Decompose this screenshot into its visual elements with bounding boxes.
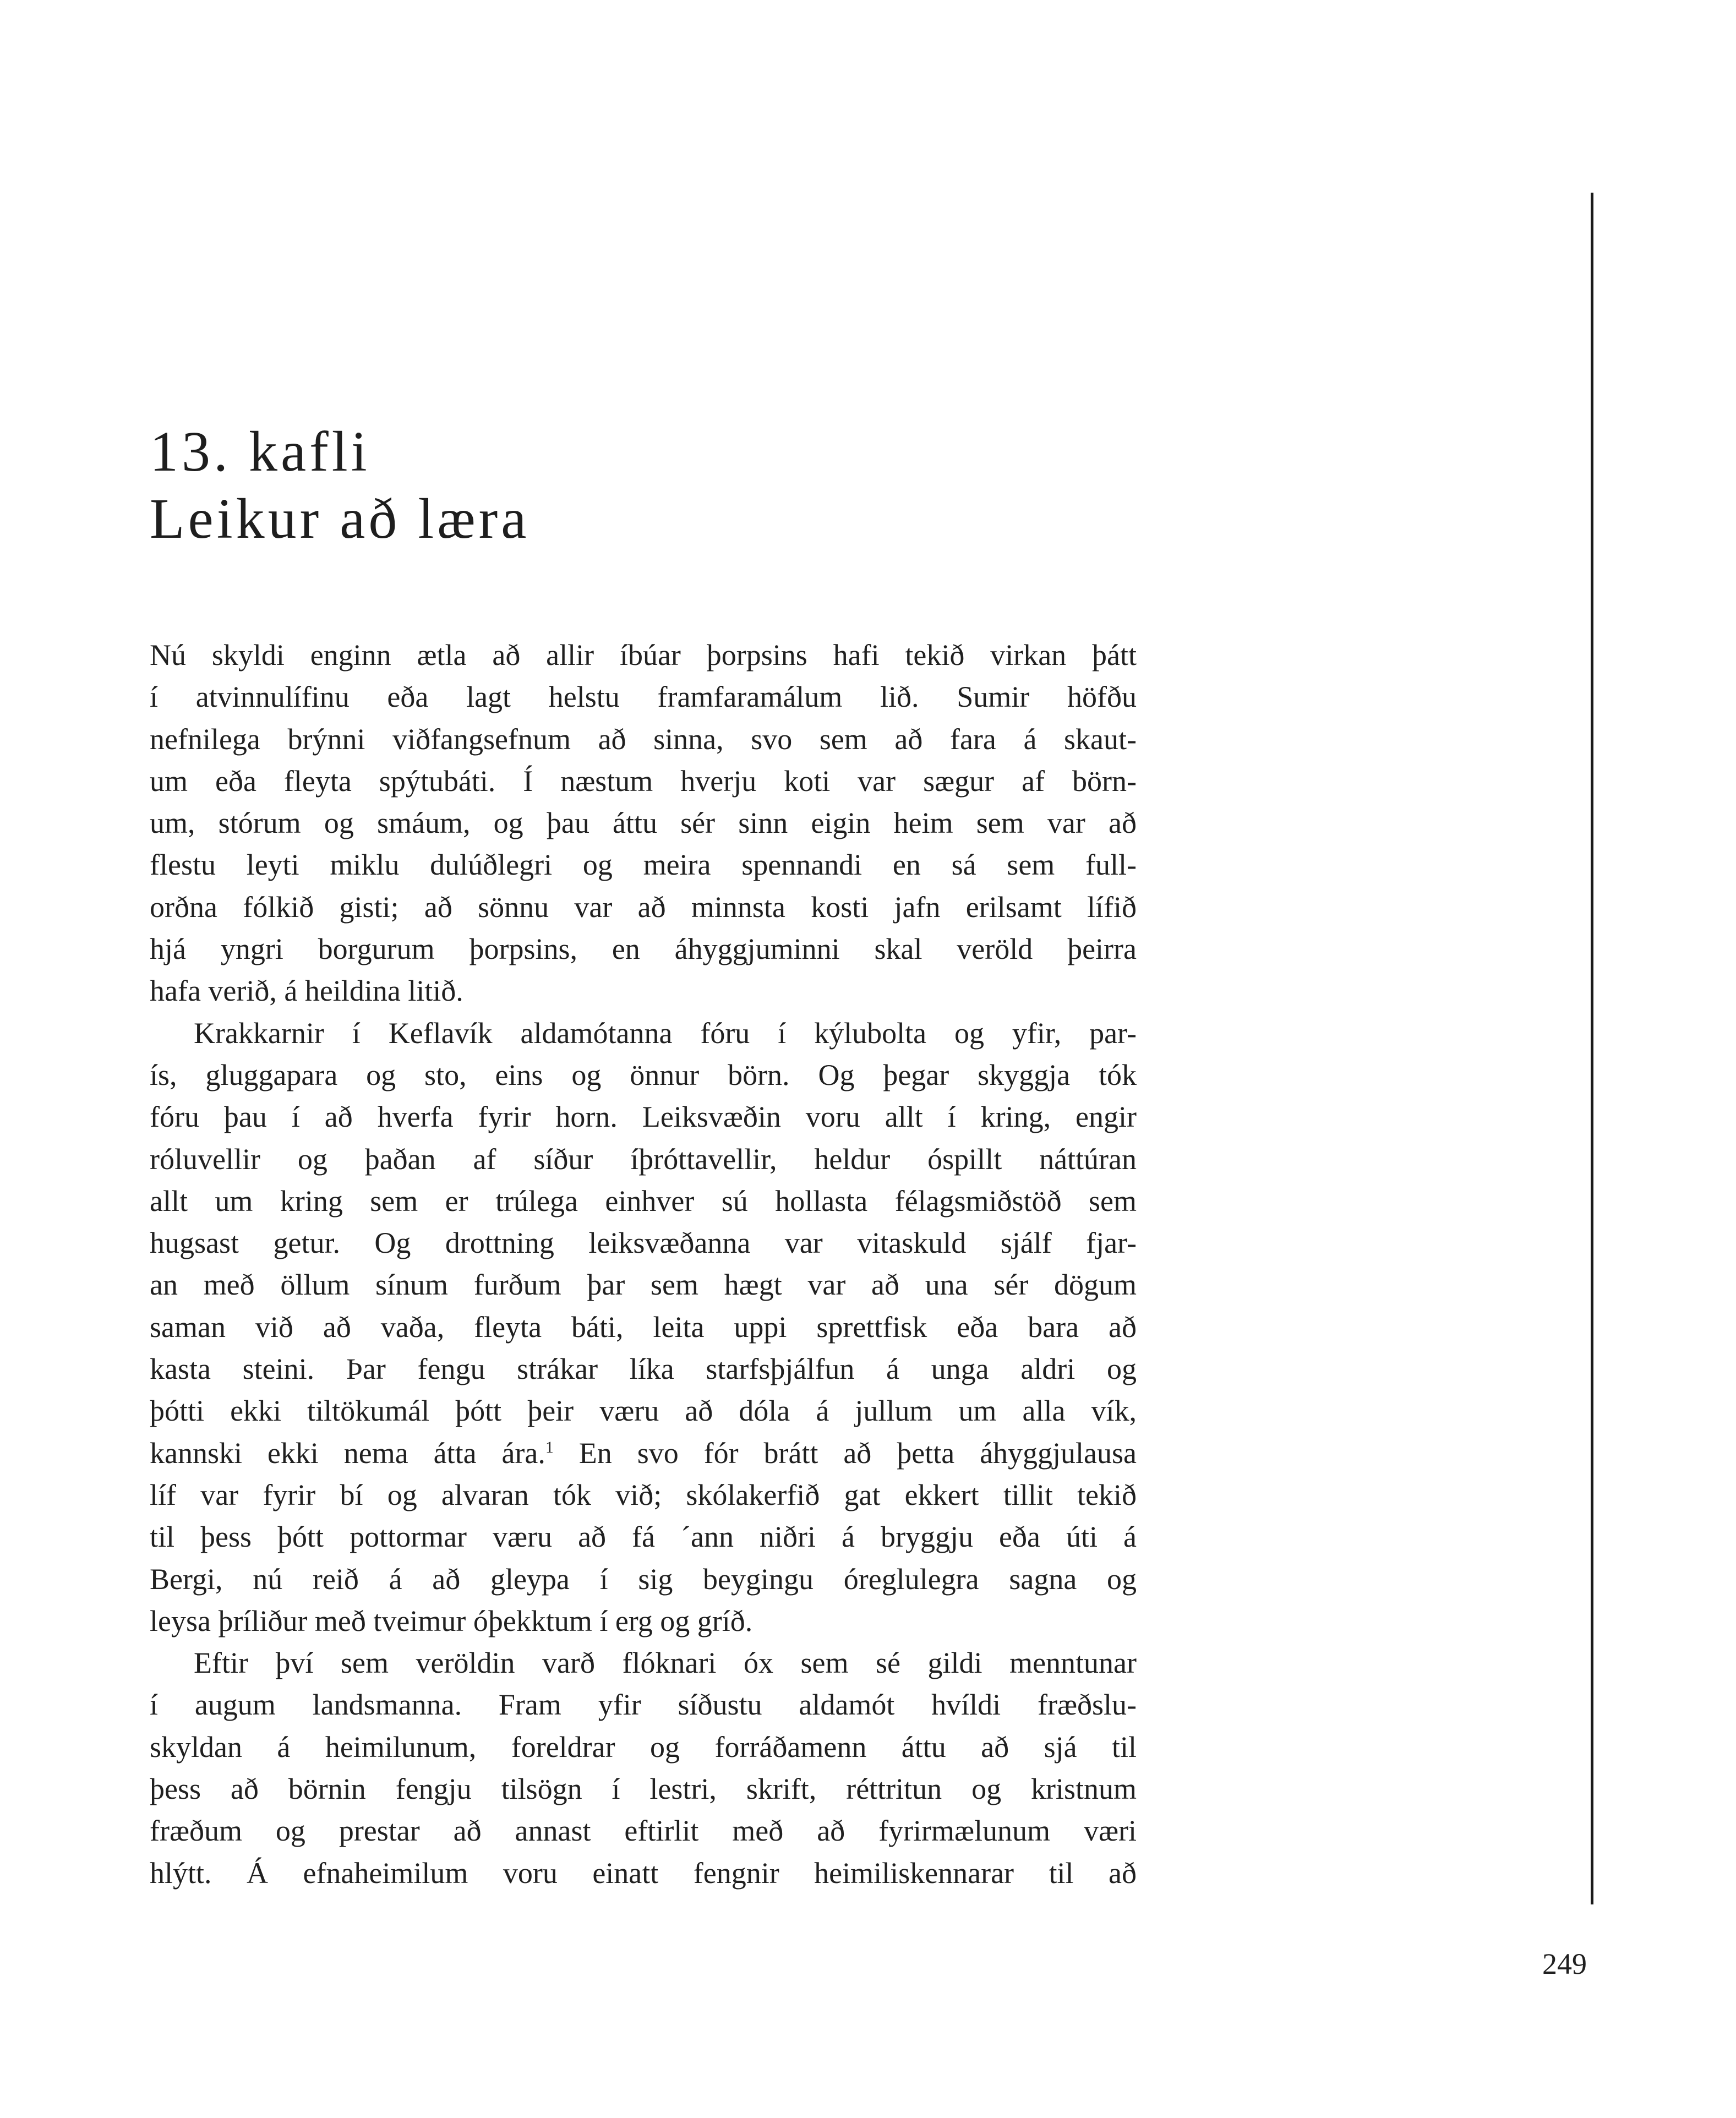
- text-line: an með öllum sínum furðum þar sem hægt var að una sér dögum: [150, 1268, 1137, 1302]
- paragraph-1: [150, 634, 1137, 1012]
- text-line: saman við að vaða, fleyta báti, leita uppi sprettfisk eða bara að: [150, 1310, 1137, 1344]
- text-line: um, stórum og smáum, og þau áttu sér sinn eigin heim sem var að: [150, 806, 1137, 840]
- text-line: ís, gluggapara og sto, eins og önnur börn. Og þegar skyggja tók: [150, 1058, 1137, 1091]
- text-line: flestu leyti miklu dulúðlegri og meira spennandi en sá sem full-: [150, 848, 1137, 882]
- chapter-heading: [150, 418, 529, 553]
- paragraph-3: [150, 1642, 1137, 1894]
- text-line: hugsast getur. Og drottning leiksvæðanna var vitaskuld sjálf fjar-: [150, 1226, 1137, 1260]
- text-line: allt um kring sem er trúlega einhver sú hollasta félagsmiðstöð sem: [150, 1184, 1137, 1218]
- text-line: leysa þríliður með tveimur óþekktum í erg og gríð.: [150, 1604, 753, 1637]
- text-line: Krakkarnir í Keflavík aldamótanna fóru í kýlubolta og yfir, par-: [194, 1016, 1137, 1050]
- chapter-title: Leikur að læra: [150, 487, 530, 550]
- text-line: hlýtt. Á efnaheimilum voru einatt fengnir heimiliskennarar til að: [150, 1856, 1137, 1890]
- text-line: Eftir því sem veröldin varð flóknari óx sem sé gildi menntunar: [194, 1646, 1137, 1680]
- text-line: fóru þau í að hverfa fyrir horn. Leiksvæðin voru allt í kring, engir: [150, 1100, 1137, 1134]
- body-text: [150, 634, 1137, 1894]
- text-line: hafa verið, á heildina litið.: [150, 974, 463, 1008]
- text-line: orðna fólkið gisti; að sönnu var að minnsta kosti jafn erilsamt lífið: [150, 890, 1137, 924]
- text-line-with-footnote: [150, 1432, 1137, 1474]
- text-line: kasta steini. Þar fengu strákar líka starfsþjálfun á unga aldri og: [150, 1352, 1137, 1386]
- text-line: hjá yngri borgurum þorpsins, en áhyggjuminni skal veröld þeirra: [150, 932, 1137, 966]
- text-line: nefnilega brýnni viðfangsefnum að sinna, svo sem að fara á skaut-: [150, 722, 1137, 756]
- text-line: til þess þótt pottormar væru að fá ´ann niðri á bryggju eða úti á: [150, 1520, 1137, 1554]
- page-number: 249: [1542, 1947, 1587, 1980]
- text-line: skyldan á heimilunum, foreldrar og forráðamenn áttu að sjá til: [150, 1730, 1137, 1764]
- text-segment: kannski ekki nema átta ára.: [150, 1436, 545, 1470]
- text-line: fræðum og prestar að annast eftirlit með að fyrirmælunum væri: [150, 1814, 1137, 1848]
- text-line: um eða fleyta spýtubáti. Í næstum hverju koti var sægur af börn-: [150, 764, 1137, 798]
- text-segment: En svo fór brátt að þetta áhyggjulausa: [553, 1436, 1137, 1470]
- paragraph-2: [150, 1012, 1137, 1642]
- text-line: í atvinnulífinu eða lagt helstu framfaramálum lið. Sumir höfðu: [150, 680, 1137, 714]
- text-line: Nú skyldi enginn ætla að allir íbúar þorpsins hafi tekið virkan þátt: [150, 638, 1137, 672]
- text-line: líf var fyrir bí og alvaran tók við; skólakerfið gat ekkert tillit tekið: [150, 1478, 1137, 1511]
- text-line: þótti ekki tiltökumál þótt þeir væru að dóla á jullum um alla vík,: [150, 1394, 1137, 1428]
- text-line: róluvellir og þaðan af síður íþróttavellir, heldur óspillt náttúran: [150, 1142, 1137, 1176]
- text-line: þess að börnin fengju tilsögn í lestri, skrift, réttritun og kristnum: [150, 1772, 1137, 1806]
- text-line: í augum landsmanna. Fram yfir síðustu aldamót hvíldi fræðslu-: [150, 1688, 1137, 1722]
- chapter-number: 13. kafli: [150, 420, 370, 483]
- footnote-reference[interactable]: 1: [545, 1438, 554, 1456]
- page-margin-rule: [1591, 193, 1593, 1904]
- text-line: Bergi, nú reið á að gleypa í sig beygingu óreglulegra sagna og: [150, 1562, 1137, 1596]
